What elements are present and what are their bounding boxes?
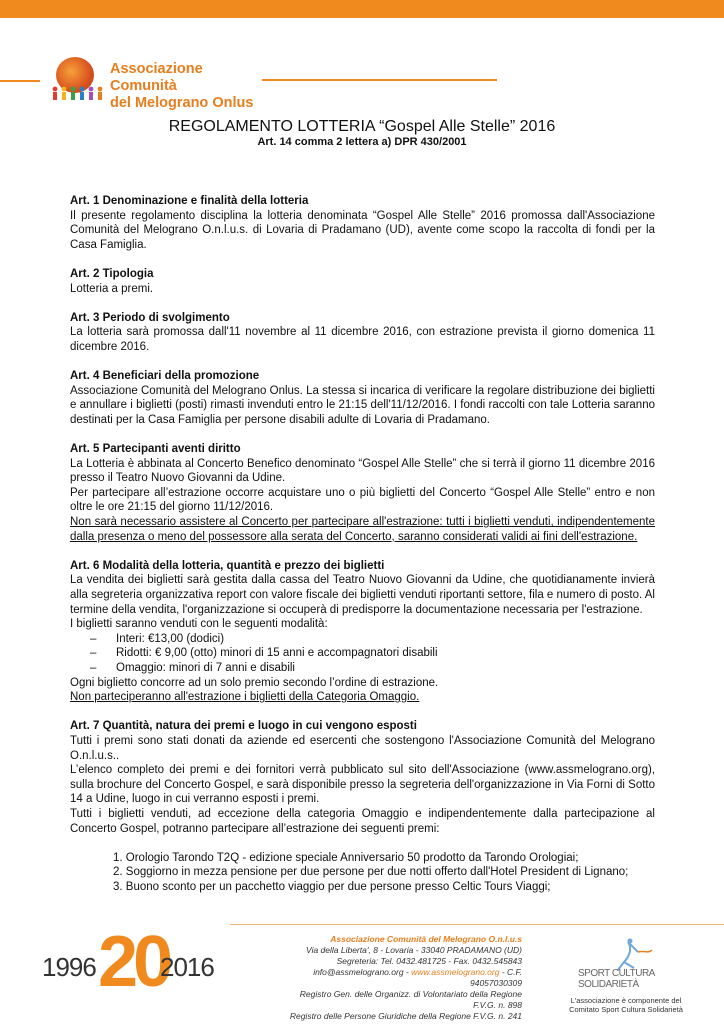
- footer-rule: [230, 924, 724, 925]
- footer-website-link[interactable]: www.assmelograno.org: [411, 967, 500, 977]
- list-item: 3. Buono sconto per un pacchetto viaggio per due persone presso Celtic Tours Viaggi;: [113, 880, 551, 893]
- org-name-line1: Associazione Comunità: [110, 61, 203, 94]
- year-start: 1996: [42, 952, 96, 982]
- list-item: 2. Soggiorno in mezza pensione per due persone per due notti offerto dall'Hotel President di Lignano;: [113, 866, 629, 879]
- article-heading: Art. 7 Quantità, natura dei premi e luogo in cui vengono esposti: [70, 720, 417, 733]
- article-heading: Art. 4 Beneficiari della promozione: [70, 370, 260, 383]
- org-name-line2: del Melograno Onlus: [110, 95, 254, 111]
- article-text: Il presente regolamento disciplina la lotteria denominata “Gospel Alle Stelle” 2016 promossa dall'Associazione Comunità del Melograno O.n.l.u.s. di Lovaria di Pradamano (UD), avente come scopo la raccolta di fondi per la Casa Famiglia.: [70, 209, 655, 251]
- org-name: [110, 61, 270, 112]
- article-text: Tutti i premi sono stati donati da aziende ed esercenti che sostengono l'Associazione Comunità del Melograno O.n.l.u.s..: [70, 734, 655, 762]
- article-text: I biglietti saranno venduti con le seguenti modalità:: [70, 618, 328, 631]
- footer-registry-1: Registro Gen. delle Organizz. di Volontariato della Regione F.V.G. n. 898: [299, 989, 522, 1010]
- article-7: [70, 719, 655, 894]
- article-text: La vendita dei biglietti sarà gestita dalla cassa del Teatro Nuovo Giovanni da Udine, che quotidianamente invierà alla segreteria organizzativa report con valore fiscale dei biglietti venduti riportanti settore, fila e numero di posto. Al termine della vendita, l'organizzazione si occuperà di predisporre la documentazione necessaria per l'estrazione.: [70, 574, 655, 616]
- list-item: – Omaggio: minori di 7 anni e disabili: [70, 661, 655, 676]
- prize-list: [70, 851, 655, 895]
- page-title: REGOLAMENTO LOTTERIA “Gospel Alle Stelle” 2016: [168, 118, 556, 135]
- anniversary-number: 20: [98, 922, 169, 1002]
- list-item: – Interi: €13,00 (dodici): [70, 632, 655, 647]
- article-text: Lotteria a premi.: [70, 282, 154, 295]
- ssc-note: L'associazione è componente del Comitato Sport Cultura Solidarietà: [569, 996, 683, 1014]
- article-5: [70, 442, 655, 544]
- footer-org-name: Associazione Comunità del Melograno O.n.l.u.s: [330, 934, 522, 944]
- regulation-body: [70, 194, 655, 909]
- header-rule: [262, 79, 497, 81]
- article-6: [70, 559, 655, 705]
- footer-email: info@assmelograno.org -: [313, 967, 412, 977]
- article-heading: Art. 6 Modalità della lotteria, quantità e prezzo dei biglietti: [70, 559, 385, 572]
- article-heading: Art. 5 Partecipanti aventi diritto: [70, 443, 241, 456]
- article-text: Tutti i biglietti venduti, ad eccezione della categoria Omaggio e indipendentemente dalla partecipazione al Concerto Gospel, potranno partecipare all’estrazione dei seguenti premi:: [70, 807, 655, 835]
- article-heading: Art. 1 Denominazione e finalità della lotteria: [70, 195, 309, 207]
- children-figures-icon: [50, 85, 104, 103]
- article-underlined-note: Non sarà necessario assistere al Concerto per partecipare all'estrazione: tutti i biglietti venduti, indipendentemente dalla presenza o meno del possessore alla serata del Concerto, saranno considerati validi ai fini dell'estrazione.: [70, 516, 655, 543]
- header-rule-left: [0, 80, 40, 82]
- ssc-logo-text: SPORT CULTURA SOLIDARIETÀ: [578, 968, 655, 990]
- footer-address: Via della Liberta', 8 - Lovaria - 33040 PRADAMANO (UD): [306, 945, 522, 955]
- footer-address-block: [282, 934, 522, 1022]
- article-1: [70, 194, 655, 252]
- footer-registry-2: Registro delle Persone Giuridiche della Regione F.V.G. n. 241: [289, 1011, 522, 1021]
- article-text: La Lotteria è abbinata al Concerto Benefico denominato “Gospel Alle Stelle” che si terrà il giorno 11 dicembre 2016 presso il Teatro Nuovo Giovanni da Udine.: [70, 457, 655, 485]
- dancer-figure-icon: [600, 938, 660, 972]
- article-heading: Art. 3 Periodo di svolgimento: [70, 311, 230, 324]
- footer-contacts: [282, 967, 522, 989]
- article-3: [70, 311, 655, 355]
- article-heading: Art. 2 Tipologia: [70, 267, 154, 280]
- list-item: 1. Orologio Tarondo T2Q - edizione speciale Anniversario 50 prodotto da Tarondo Orologiai;: [113, 851, 579, 864]
- article-text: L’elenco completo dei premi e dei fornitori verrà pubblicato sul sito dell'Associazione (www.assmelograno.org), sulla brochure del Concerto Gospel, e sarà disponibile presso la segreteria dell'organizzazione in Via Forni di Sotto 14 a Udine, luogo in cui verranno esposti i premi.: [70, 764, 655, 806]
- article-2: [70, 267, 655, 296]
- footer-phone: Segreteria: Tel. 0432.481725 - Fax. 0432.545843: [336, 956, 522, 966]
- year-end: 2016: [160, 952, 214, 982]
- article-text: Per partecipare all’estrazione occorre acquistare uno o più biglietti del Concerto “Gospel Alle Stelle” entro e non oltre le ore 21:15 del giorno 11/12/2016.: [70, 486, 655, 514]
- article-text: Ogni biglietto concorre ad un solo premio secondo l’ordine di estrazione.: [70, 676, 439, 689]
- sport-cultura-solidarieta-logo: [560, 938, 683, 1018]
- ticket-price-list: [70, 632, 655, 676]
- page-subtitle: Art. 14 comma 2 lettera a) DPR 430/2001: [257, 136, 467, 148]
- article-text: Associazione Comunità del Melograno Onlus. La stessa si incarica di verificare la regolare distribuzione dei biglietti e annullare i biglietti (posti) rimasti invenduti entro le 21:15 dell'11/12/2016. I fondi raccolti con tale Lotteria saranno destinati per la Casa Famiglia per persone disabili adulte di Lovaria di Pradamano.: [70, 384, 655, 426]
- article-underlined-note: Non parteciperanno all'estrazione i biglietti della Categoria Omaggio.: [70, 691, 420, 704]
- top-orange-band: [0, 0, 724, 18]
- article-4: [70, 369, 655, 427]
- list-item: – Ridotti: € 9,00 (otto) minori di 15 anni e accompagnatori disabili: [70, 646, 655, 661]
- footer-tax-code: - C.F. 94057030309: [469, 967, 522, 988]
- org-logo: [50, 55, 270, 115]
- article-text: La lotteria sarà promossa dall'11 novembre al 11 dicembre 2016, con estrazione prevista il giorno domenica 11 dicembre 2016.: [70, 326, 655, 353]
